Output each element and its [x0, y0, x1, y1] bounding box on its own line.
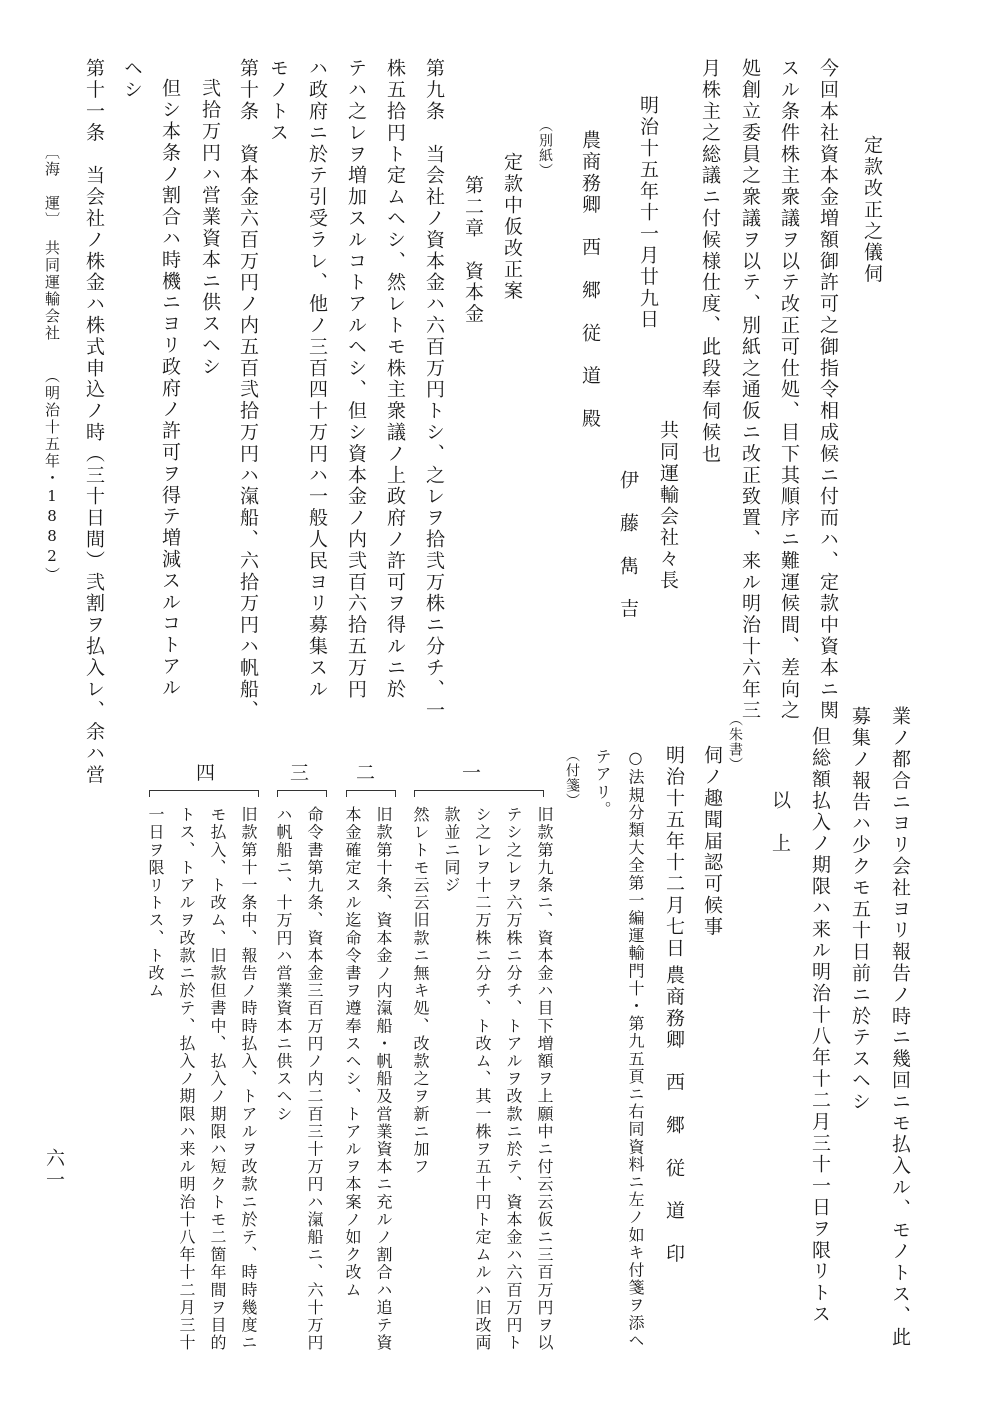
item1-line-2: テシ之レヲ六万株ニ分チ、トアルヲ改款ニ於テ、資本金ハ六百万円ト: [504, 806, 523, 1352]
item3-line-2: ハ帆船ニ、十万円ハ営業資本ニ供スヘシ: [274, 806, 293, 1123]
note-line-1: ○法規分類大全第一編運輸門十・第九五頁ニ右同資料ニ左ノ如キ付箋ヲ添ヘ: [626, 748, 645, 1350]
page-number: 六一: [43, 1148, 65, 1191]
item-numeral-2: 二: [356, 762, 376, 784]
item1-line-5: 然レトモ云云旧款ニ無キ処、改款之ヲ新ニ加フ: [411, 806, 430, 1176]
item-brace-3: [277, 790, 327, 797]
approval-text: 伺ノ趣聞届認可候事: [701, 745, 723, 938]
attachment-title: 定款中仮改正案: [501, 152, 523, 302]
upper-body-line-3: 処創立委員之衆議ヲ以テ、別紙之通仮ニ改正致置、来ル明治十六年三: [739, 58, 761, 722]
item-brace-2: [346, 790, 396, 797]
item1-line-4: 款並ニ同ジ: [442, 806, 461, 894]
note-line-2: テアリ。: [593, 748, 612, 819]
art10-line-3: 但シ本条ノ割合ハ時機ニヨリ政府ノ許可ヲ得テ増減スルコトアル: [159, 78, 181, 699]
item-numeral-1: 一: [462, 762, 482, 784]
item1-line-3: シ之レヲ十二万株ニ分チ、ト改ム、其一株ヲ五十円ト定ムルハ旧改両: [473, 806, 492, 1352]
footer-category: 〔海 運〕: [43, 144, 61, 229]
upper-body-line-4: 月株主之総議ニ付候様仕度、此段奉伺候也: [699, 58, 721, 465]
art9-line-2: 株五拾円ト定ムヘシ、然レトモ株主衆議ノ上政府ノ許可ヲ得ルニ於: [384, 58, 406, 700]
approval-date: 明治十五年十二月七日: [663, 745, 685, 959]
item2-line-2: 本金確定スル迄命令書ヲ遵奉スヘシ、トアルヲ本案ノ如ク改ム: [343, 806, 362, 1299]
upper-body-line-1: 今回本社資本金増額御許可之御指令相成候ニ付而ハ、定款中資本ニ関: [817, 58, 839, 722]
item-numeral-3: 三: [290, 762, 310, 784]
art9-line-1: 第九条 当会社ノ資本金ハ六百万円トシ、之レヲ拾弐万株ニ分チ、一: [423, 58, 445, 722]
upper-title: 定款改正之儀伺: [861, 135, 883, 285]
item-numeral-4: 四: [196, 762, 216, 784]
item4-line-2: モ払入、ト改ム、旧款但書中、払入ノ期限ハ短クトモ二箇年間ヲ目的: [208, 806, 227, 1352]
fusen-label: （付箋）: [564, 748, 580, 808]
upper-body-line-2: スル条件株主衆議ヲ以テ改正可仕処、目下其順序ニ難運候間、差向之: [778, 58, 800, 722]
item4-line-3: トス、トアルヲ改款ニ於テ、払入ノ期限ハ来ル明治十八年十二月三十: [177, 806, 196, 1352]
art11-line-1: 第十一条 当会社ノ株金ハ株式申込ノ時（三十日間）弐割ヲ払入レ、余ハ営: [83, 58, 105, 786]
footer-company: 共同運輸会社: [43, 240, 61, 342]
lower-cont-line-1: 業ノ都合ニヨリ会社ヨリ報告ノ時ニ幾回ニモ払入ル、モノトス、此: [889, 706, 911, 1348]
chapter-heading: 第二章 資本金: [462, 175, 484, 325]
upper-date: 明治十五年十一月廿九日: [637, 95, 659, 331]
footer-year: （明治十五年・1882）: [43, 368, 61, 584]
approval-signer: 農商務卿 西 郷 従 道 印: [663, 965, 685, 1265]
sender-name: 伊 藤 雋 吉: [617, 470, 639, 620]
art10-line-4: ヘシ: [121, 58, 143, 101]
item-brace-4: [149, 790, 259, 797]
item-brace-1: [414, 790, 544, 797]
item1-line-1: 旧款第九条ニ、資本金ハ目下増額ヲ上願中ニ付云云仮ニ三百万円ヲ以: [535, 806, 554, 1352]
lower-cont-line-3: 但総額払入ノ期限ハ来ル明治十八年十二月三十一日ヲ限リトス: [809, 726, 831, 1326]
item4-line-4: 一日ヲ限リトス、ト改ム: [146, 806, 165, 1000]
art9-line-5: モノトス: [267, 58, 289, 144]
shusho-label: （朱書）: [727, 712, 743, 772]
item2-line-1: 旧款第十条、資本金ノ内滊船・帆船及営業資本ニ充ルノ割合ハ追テ資: [374, 806, 393, 1352]
sender-org: 共同運輸会社々長: [657, 420, 679, 592]
item4-line-1: 旧款第十一条中、報告ノ時時払入、トアルヲ改款ニ於テ、時時幾度ニ: [239, 806, 258, 1352]
lower-cont-line-2: 募集ノ報告ハ少クモ五十日前ニ於テスヘシ: [849, 706, 871, 1113]
item3-line-1: 命令書第九条、資本金三百万円ノ内二百三十万円ハ滊船ニ、六十万円: [305, 806, 324, 1352]
art10-line-2: 弐拾万円ハ営業資本ニ供スヘシ: [199, 78, 221, 378]
attachment-label: （別紙）: [537, 118, 553, 178]
ijo: 以 上: [769, 790, 791, 855]
art9-line-3: テハ之レヲ増加スルコトアルヘシ、但シ資本金ノ内弐百六拾五万円: [345, 58, 367, 700]
addressee: 農商務卿 西 郷 従 道 殿: [579, 130, 601, 430]
art10-line-1: 第十条 資本金六百万円ノ内五百弐拾万円ハ滊船、六拾万円ハ帆船、: [237, 58, 259, 722]
art9-line-4: ハ政府ニ於テ引受ラレ、他ノ三百四十万円ハ一般人民ヨリ募集スル: [306, 58, 328, 700]
